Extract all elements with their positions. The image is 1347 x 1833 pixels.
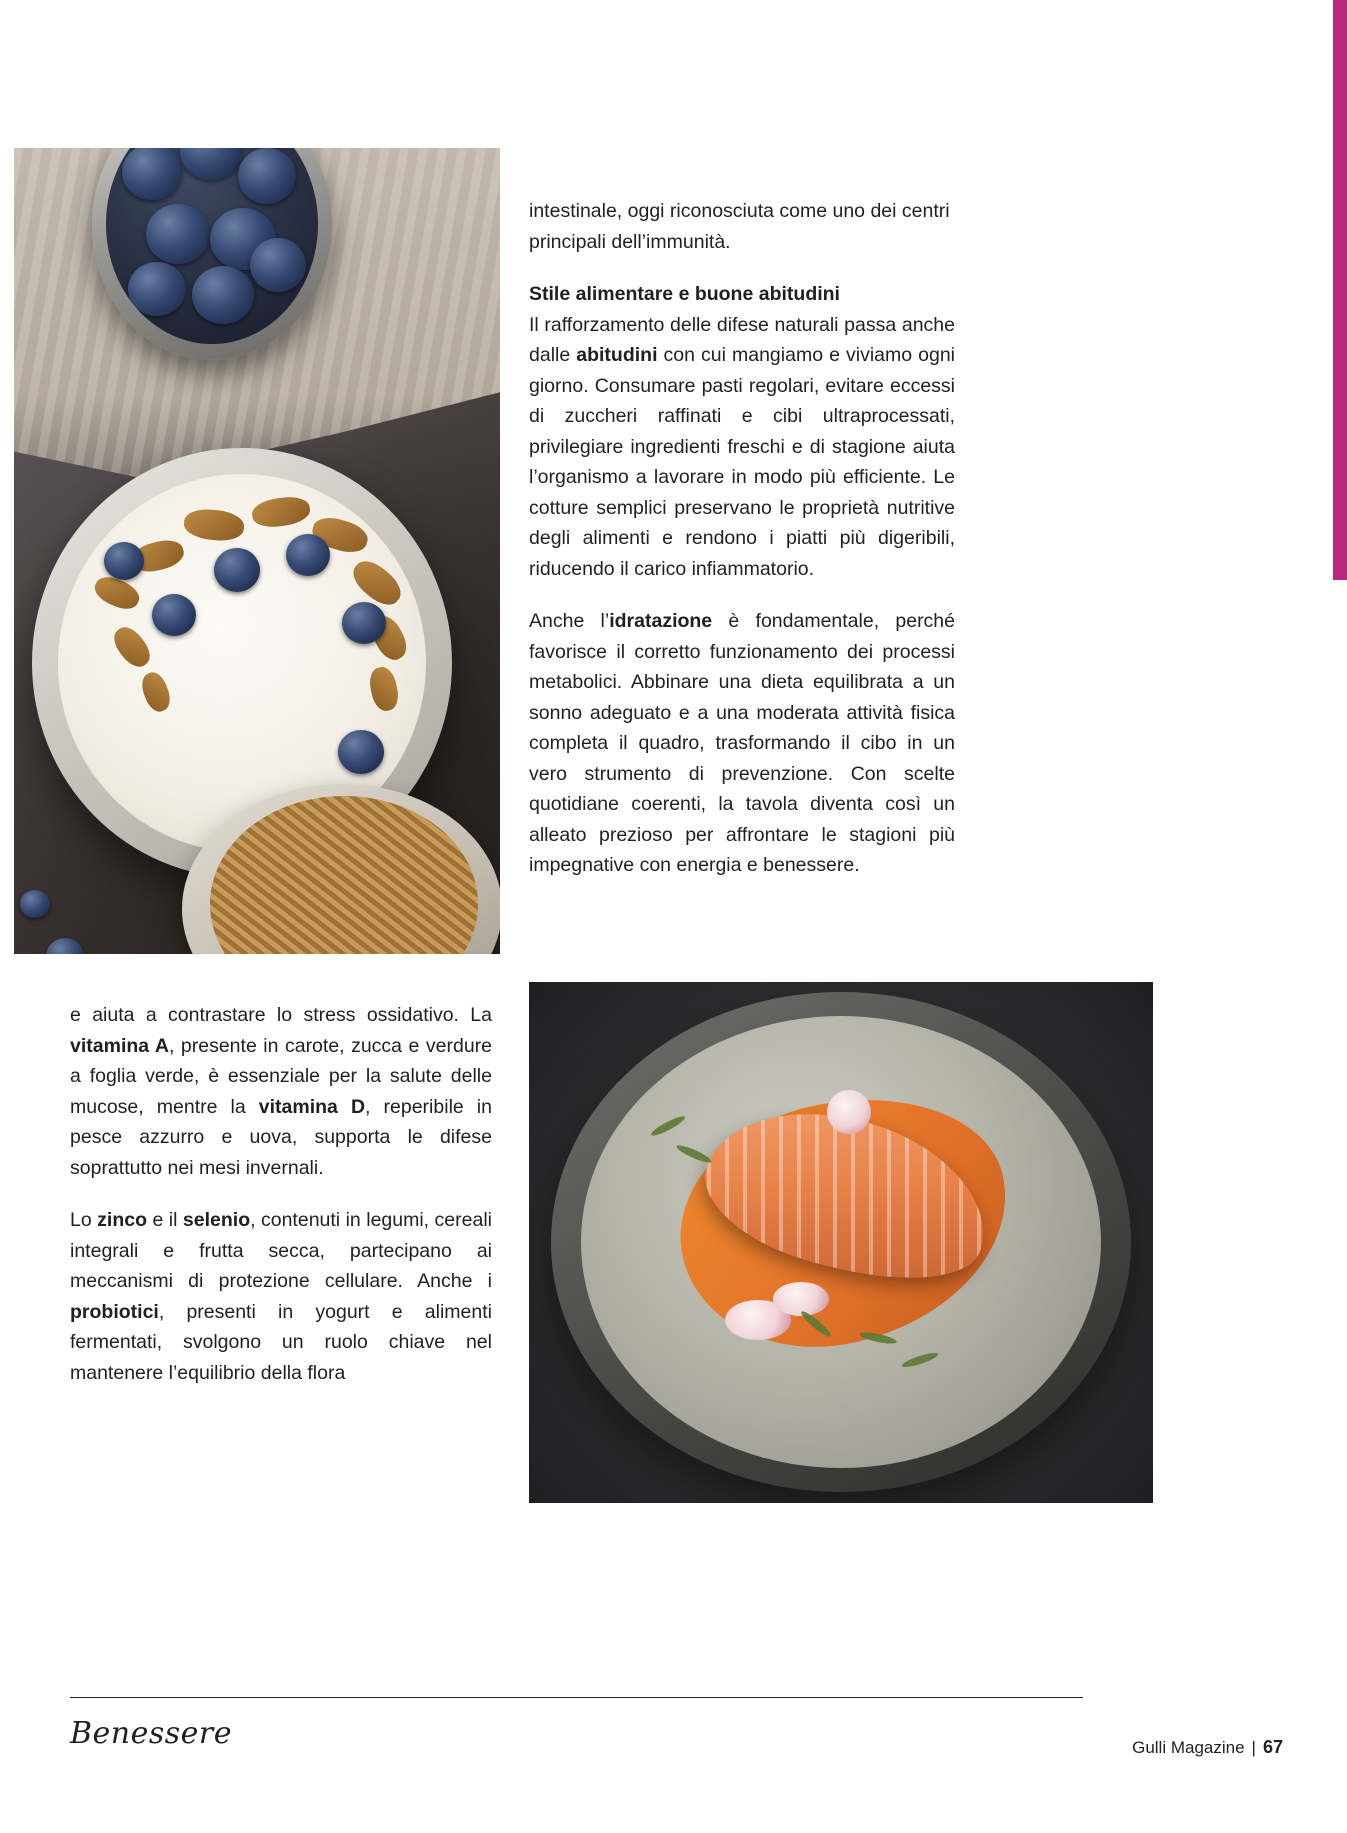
paragraph-minerali — [70, 1205, 492, 1388]
paragraph-vitamine-text-3: , reperibile in pesce azzurro e uova, supporta le difese soprattutto nei mesi invernali. — [70, 1095, 492, 1179]
salmon-plate-photo — [529, 982, 1153, 1503]
paragraph-vitamine-bold-1: vitamina A — [70, 1034, 169, 1057]
paragraph-abitudini-text-1: Il rafforzamento delle difese naturali passa anche dalle — [529, 313, 955, 366]
paragraph-minerali-bold-2: selenio — [182, 1209, 251, 1231]
radish-slice — [827, 1090, 871, 1134]
blueberry — [104, 542, 144, 580]
paragraph-minerali-bold-3: probiotici — [70, 1300, 159, 1323]
paragraph-vitamine-text-1: e aiuta a contrastare lo stress ossidativo. La — [70, 1004, 492, 1026]
blueberry — [122, 148, 182, 200]
granola-cluster — [250, 494, 311, 530]
page-number: 67 — [1262, 1737, 1283, 1757]
blueberry — [286, 534, 330, 576]
blueberry — [338, 730, 384, 774]
granola-yogurt-bowl-photo — [14, 148, 500, 954]
paragraph-minerali-text-1: Lo — [70, 1209, 98, 1231]
subheading-stile-alimentare: Stile alimentare e buone abitudini — [529, 283, 840, 305]
blueberry — [152, 594, 196, 636]
paragraph-idratazione-text-2: è fondamentale, perché favorisce il corretto funzionamento dei processi metabolici. Abbinare una dieta equilibrata a un sonno adeguato e a una moderata attività fisica completa il quadro, trasformando il cibo in un vero strumento di prevenzione. Con scelte quotidiane coerenti, la tavola diventa così un alleato prezioso per affrontare le stagioni più impegnative con energia e benessere. — [529, 610, 955, 876]
paragraph-vitamine — [70, 1000, 492, 1183]
continuation-paragraph: intestinale, oggi riconosciuta come uno dei centri principali dell’immunità. — [529, 200, 950, 253]
blueberry — [180, 148, 242, 180]
blueberry — [128, 262, 186, 316]
granola-topping — [74, 484, 414, 804]
paragraph-idratazione — [529, 606, 955, 881]
paragraph-vitamine-text-2: , presente in carote, zucca e verdure a foglia verde, è essenziale per la salute delle mucose, mentre la — [70, 1034, 492, 1118]
paragraph-minerali-text-3: , contenuti in legumi, cereali integrali e frutta secca, partecipano ai meccanismi di protezione cellulare. Anche i — [70, 1209, 493, 1292]
paragraph-vitamine-bold-2: vitamina D — [258, 1095, 366, 1118]
granola-cluster — [183, 507, 246, 543]
right-text-column — [529, 196, 955, 881]
paragraph-minerali-bold-1: zinco — [97, 1209, 147, 1231]
blueberry — [250, 238, 306, 292]
granola-cluster — [367, 665, 402, 713]
paragraph-abitudini — [529, 310, 955, 585]
footer-publication-name: Gulli Magazine — [1132, 1738, 1245, 1757]
footer-section-label: Benessere — [70, 1716, 233, 1751]
footer-divider — [70, 1697, 1083, 1698]
blueberry — [342, 602, 386, 644]
paragraph-idratazione-bold-1: idratazione — [609, 610, 713, 632]
footer-separator: | — [1251, 1738, 1256, 1757]
paragraph-minerali-text-2: e il — [147, 1209, 183, 1231]
left-text-column — [70, 1000, 492, 1388]
blueberry — [238, 148, 296, 204]
granola-cluster — [138, 669, 174, 715]
footer-page-info — [1132, 1737, 1283, 1758]
paragraph-minerali-text-4: , presenti in yogurt e alimenti fermentati, svolgono un ruolo chiave nel mantenere l’equilibrio della flora — [70, 1300, 492, 1384]
blueberry — [20, 890, 50, 918]
blueberry — [214, 548, 260, 592]
paragraph-abitudini-bold-1: abitudini — [576, 344, 658, 366]
blueberry — [192, 266, 254, 324]
blueberry — [146, 204, 210, 264]
paragraph-abitudini-text-2: con cui mangiamo e viviamo ogni giorno. Consumare pasti regolari, evitare eccessi di zuccheri raffinati e cibi ultraprocessati, privilegiare ingredienti freschi e di stagione aiuta l’organismo a lavorare in modo più efficiente. Le cotture semplici preservano le proprietà nutritive degli alimenti e rendono i piatti più digeribili, riducendo il carico infiammatorio. — [529, 344, 955, 580]
section-color-tab — [1333, 0, 1347, 580]
granola-cluster — [108, 622, 156, 673]
paragraph-idratazione-text-1: Anche l’ — [529, 610, 610, 632]
